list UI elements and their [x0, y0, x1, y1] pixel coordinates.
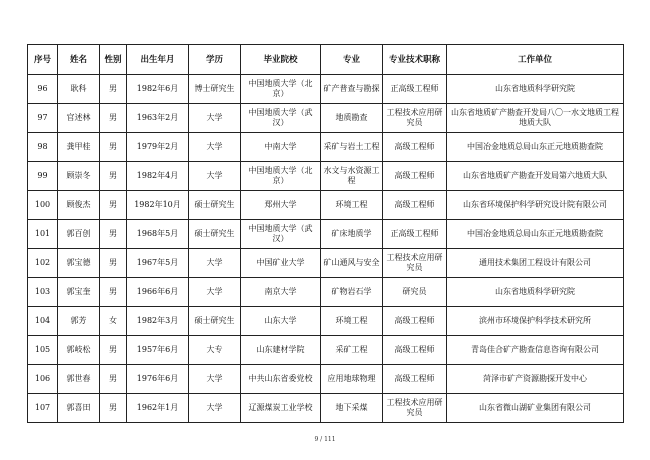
- table-header-row: [28, 45, 624, 75]
- cell-school: 南京大学: [241, 278, 321, 307]
- cell-major: 矿床地质学: [321, 220, 383, 249]
- cell-gender: 女: [100, 307, 127, 336]
- cell-name: 郭宝德: [58, 249, 100, 278]
- cell-title: 高级工程师: [383, 133, 447, 162]
- table-row: [28, 249, 624, 278]
- cell-major: 地下采煤: [321, 394, 383, 423]
- header-education: 学历: [189, 45, 241, 75]
- cell-title: 高级工程师: [383, 365, 447, 394]
- cell-education: 硕士研究生: [189, 191, 241, 220]
- cell-school: 中国矿业大学: [241, 249, 321, 278]
- cell-index: 107: [28, 394, 58, 423]
- cell-name: 顾崇冬: [58, 162, 100, 191]
- cell-employer: 山东省地质科学研究院: [447, 75, 624, 104]
- cell-major: 采矿与岩土工程: [321, 133, 383, 162]
- cell-employer: 山东省地质矿产勘查开发局第六地质大队: [447, 162, 624, 191]
- table-row: [28, 278, 624, 307]
- header-name: 姓名: [58, 45, 100, 75]
- cell-name: 郭芳: [58, 307, 100, 336]
- cell-title: 正高级工程师: [383, 75, 447, 104]
- cell-index: 104: [28, 307, 58, 336]
- cell-title: 工程技术应用研究员: [383, 104, 447, 133]
- cell-school: 中国地质大学（武汉）: [241, 220, 321, 249]
- header-birth-date: 出生年月: [127, 45, 189, 75]
- header-major: 专业: [321, 45, 383, 75]
- expert-roster-table: [27, 44, 624, 423]
- cell-major: 矿物岩石学: [321, 278, 383, 307]
- cell-title: 工程技术应用研究员: [383, 249, 447, 278]
- cell-school: 中国地质大学（武汉）: [241, 104, 321, 133]
- header-index: 序号: [28, 45, 58, 75]
- header-school: 毕业院校: [241, 45, 321, 75]
- cell-birth-date: 1982年3月: [127, 307, 189, 336]
- header-employer: 工作单位: [447, 45, 624, 75]
- page-number: 9 / 111: [314, 436, 336, 443]
- cell-school: 山东大学: [241, 307, 321, 336]
- cell-title: 高级工程师: [383, 162, 447, 191]
- cell-employer: 滨州市环境保护科学技术研究所: [447, 307, 624, 336]
- cell-employer: 青岛佳合矿产勘查信息咨询有限公司: [447, 336, 624, 365]
- table-row: [28, 336, 624, 365]
- cell-gender: 男: [100, 365, 127, 394]
- cell-gender: 男: [100, 104, 127, 133]
- cell-school: 辽源煤炭工业学校: [241, 394, 321, 423]
- cell-title: 高级工程师: [383, 336, 447, 365]
- cell-title: 高级工程师: [383, 307, 447, 336]
- cell-name: 官述林: [58, 104, 100, 133]
- cell-major: 应用地球物理: [321, 365, 383, 394]
- cell-index: 102: [28, 249, 58, 278]
- table-row: [28, 394, 624, 423]
- cell-index: 101: [28, 220, 58, 249]
- cell-gender: 男: [100, 133, 127, 162]
- cell-index: 99: [28, 162, 58, 191]
- cell-name: 郭宝奎: [58, 278, 100, 307]
- cell-index: 103: [28, 278, 58, 307]
- cell-major: 地质勘查: [321, 104, 383, 133]
- cell-education: 大专: [189, 336, 241, 365]
- cell-education: 大学: [189, 104, 241, 133]
- cell-gender: 男: [100, 394, 127, 423]
- cell-employer: 山东省地质科学研究院: [447, 278, 624, 307]
- cell-birth-date: 1968年5月: [127, 220, 189, 249]
- cell-birth-date: 1963年2月: [127, 104, 189, 133]
- cell-school: 郑州大学: [241, 191, 321, 220]
- cell-major: 水文与水资源工程: [321, 162, 383, 191]
- cell-index: 98: [28, 133, 58, 162]
- cell-employer: 中国冶金地质总局山东正元地质勘查院: [447, 133, 624, 162]
- cell-title: 工程技术应用研究员: [383, 394, 447, 423]
- cell-education: 硕士研究生: [189, 220, 241, 249]
- cell-major: 环境工程: [321, 307, 383, 336]
- table-row: [28, 104, 624, 133]
- cell-employer: 山东省微山湖矿业集团有限公司: [447, 394, 624, 423]
- table-row: [28, 220, 624, 249]
- cell-birth-date: 1967年5月: [127, 249, 189, 278]
- cell-employer: 山东省环境保护科学研究设计院有限公司: [447, 191, 624, 220]
- cell-name: 龚甲桂: [58, 133, 100, 162]
- cell-employer: 山东省地质矿产勘查开发局八〇一水文地质工程地质大队: [447, 104, 624, 133]
- cell-education: 硕士研究生: [189, 307, 241, 336]
- cell-school: 山东建材学院: [241, 336, 321, 365]
- cell-school: 中国地质大学（北京）: [241, 75, 321, 104]
- cell-birth-date: 1982年4月: [127, 162, 189, 191]
- table-row: [28, 162, 624, 191]
- cell-name: 顾俊杰: [58, 191, 100, 220]
- table-row: [28, 75, 624, 104]
- cell-birth-date: 1982年10月: [127, 191, 189, 220]
- cell-index: 105: [28, 336, 58, 365]
- cell-school: 中共山东省委党校: [241, 365, 321, 394]
- header-title: 专业技术职称: [383, 45, 447, 75]
- cell-index: 106: [28, 365, 58, 394]
- table-body: [28, 75, 624, 423]
- cell-gender: 男: [100, 249, 127, 278]
- cell-birth-date: 1957年6月: [127, 336, 189, 365]
- table-row: [28, 133, 624, 162]
- cell-gender: 男: [100, 75, 127, 104]
- cell-name: 郭世春: [58, 365, 100, 394]
- cell-school: 中南大学: [241, 133, 321, 162]
- cell-index: 100: [28, 191, 58, 220]
- cell-major: 矿山通风与安全: [321, 249, 383, 278]
- cell-name: 郭喜田: [58, 394, 100, 423]
- cell-name: 郭百创: [58, 220, 100, 249]
- cell-major: 采矿工程: [321, 336, 383, 365]
- cell-index: 96: [28, 75, 58, 104]
- cell-employer: 菏泽市矿产资源勘探开发中心: [447, 365, 624, 394]
- cell-school: 中国地质大学（北京）: [241, 162, 321, 191]
- cell-major: 矿产普查与勘探: [321, 75, 383, 104]
- cell-major: 环境工程: [321, 191, 383, 220]
- cell-gender: 男: [100, 278, 127, 307]
- cell-gender: 男: [100, 191, 127, 220]
- cell-education: 大学: [189, 365, 241, 394]
- cell-birth-date: 1976年6月: [127, 365, 189, 394]
- cell-education: 大学: [189, 133, 241, 162]
- cell-education: 大学: [189, 249, 241, 278]
- cell-birth-date: 1982年6月: [127, 75, 189, 104]
- cell-education: 大学: [189, 394, 241, 423]
- cell-gender: 男: [100, 336, 127, 365]
- cell-employer: 通用技术集团工程设计有限公司: [447, 249, 624, 278]
- table-row: [28, 365, 624, 394]
- cell-name: 郭岐松: [58, 336, 100, 365]
- cell-title: 正高级工程师: [383, 220, 447, 249]
- cell-gender: 男: [100, 162, 127, 191]
- cell-birth-date: 1979年2月: [127, 133, 189, 162]
- cell-education: 博士研究生: [189, 75, 241, 104]
- cell-title: 高级工程师: [383, 191, 447, 220]
- cell-employer: 中国冶金地质总局山东正元地质勘查院: [447, 220, 624, 249]
- cell-title: 研究员: [383, 278, 447, 307]
- cell-birth-date: 1966年6月: [127, 278, 189, 307]
- cell-gender: 男: [100, 220, 127, 249]
- header-gender: 性别: [100, 45, 127, 75]
- table-row: [28, 307, 624, 336]
- cell-name: 耿科: [58, 75, 100, 104]
- table-row: [28, 191, 624, 220]
- cell-education: 大学: [189, 278, 241, 307]
- cell-index: 97: [28, 104, 58, 133]
- cell-birth-date: 1962年1月: [127, 394, 189, 423]
- cell-education: 大学: [189, 162, 241, 191]
